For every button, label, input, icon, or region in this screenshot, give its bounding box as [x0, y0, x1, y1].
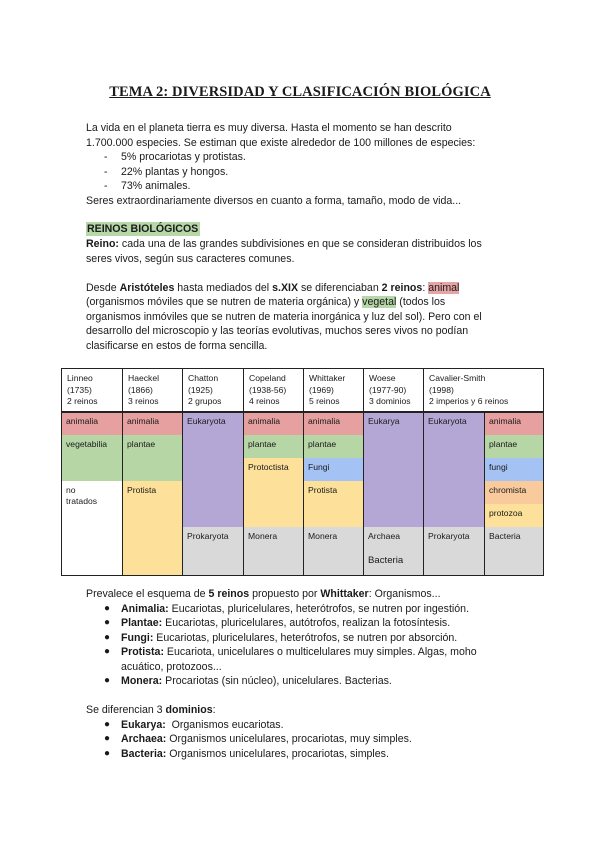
cell-cavalier-plantae: plantae — [484, 435, 544, 458]
history-line-3: organismos inmóviles que se nutren de materia inorgánica y luz del sol). Pero con el — [86, 310, 482, 323]
header-year: (1998) — [429, 384, 454, 395]
table-border — [303, 368, 304, 576]
reino-definition-line-1 — [86, 237, 514, 252]
kingdom-label: Fungi: — [121, 631, 154, 644]
dominios-term: dominios — [165, 704, 213, 716]
table-border — [182, 368, 183, 576]
bullet-dot-icon: ● — [104, 631, 111, 643]
domain-label: Eukarya: — [121, 718, 166, 731]
history-text: : — [422, 281, 429, 294]
header-chatton — [182, 368, 244, 412]
five-reinos-term: 5 reinos — [208, 588, 250, 600]
header-linneo — [61, 368, 123, 412]
intro-bullet-3: 73% animales. — [121, 180, 191, 192]
cell-copeland-monera: Monera — [243, 527, 303, 576]
cell-cavalier-bacteria: Bacteria — [484, 527, 544, 576]
domain-description: Organismos eucariotas. — [165, 718, 284, 731]
header-count: 2 grupos — [188, 396, 222, 406]
kingdom-description: Eucariotas, pluricelulares, heterótrofos, se nutren por absorción. — [153, 631, 458, 644]
whittaker-intro-text: Prevalece el esquema de — [86, 588, 209, 600]
domain-archaea — [121, 732, 514, 747]
cell-woese-archaea: Archaea — [363, 527, 423, 550]
kingdom-protista-line-2: acuático, protozoos... — [121, 660, 222, 673]
header-copeland — [243, 368, 304, 412]
history-line-2 — [86, 295, 514, 310]
domain-label: Bacteria: — [121, 747, 167, 760]
kingdom-description: Procariotas (sin núcleo), unicelulares. Bacterias. — [162, 675, 392, 687]
header-year: (1925) — [188, 384, 213, 395]
reino-definition-line-2: seres vivos, según sus caracteres comunes. — [86, 252, 295, 265]
kingdom-monera — [121, 674, 514, 689]
dash-bullet: - — [104, 180, 108, 192]
domain-description: Organismos unicelulares, procariotas, muy simples. — [166, 733, 412, 745]
bullet-dot-icon: ● — [104, 718, 111, 730]
cell-cavalier-protozoa: protozoa — [484, 504, 544, 527]
cell-linneo-no-tratados — [61, 481, 122, 576]
table-border — [122, 368, 123, 576]
kingdom-animalia — [121, 602, 514, 617]
kingdom-fungi — [121, 631, 514, 646]
kingdom-label: Monera: — [121, 675, 163, 687]
header-year: (1969) — [309, 384, 334, 395]
cell-cavalier-animalia: animalia — [484, 412, 544, 435]
classification-table — [61, 368, 544, 576]
cell-chatton-eukaryota: Eukaryota — [182, 412, 243, 527]
table-border — [423, 368, 424, 576]
header-count: 2 reinos — [67, 396, 98, 406]
cell-linneo-animalia: animalia — [61, 412, 122, 435]
cell-haeckel-animalia: animalia — [122, 412, 182, 435]
history-text: (organismos móviles que se nutren de materia orgánica) y — [86, 296, 363, 308]
header-cavalier-smith — [423, 368, 544, 412]
history-text: se diferenciaban — [298, 281, 382, 294]
history-text: (todos los — [396, 296, 446, 308]
kingdom-description: Eucariota, unicelulares o multicelulares muy simples. Algas, moho — [163, 646, 477, 658]
whittaker-intro — [86, 587, 514, 602]
header-name: Cavalier-Smith — [429, 373, 486, 383]
page-title: TEMA 2: DIVERSIDAD Y CLASIFICACIÓN BIOLÓGICA — [109, 84, 491, 100]
bullet-dot-icon: ● — [104, 733, 111, 744]
two-reinos-term: 2 reinos — [381, 281, 423, 294]
cell-cavalier-chromista: chromista — [484, 481, 544, 504]
cell-cavalier-fungi: fungi — [484, 458, 544, 481]
history-line-5: clasificarse en estos de forma sencilla. — [86, 339, 268, 352]
intro-closing: Seres extraordinariamente diversos en cuanto a forma, tamaño, modo de vida... — [86, 194, 462, 207]
kingdom-description: Eucariotas, pluricelulares, autótrofos, realizan la fotosíntesis. — [162, 617, 451, 629]
bullet-dot-icon: ● — [104, 646, 111, 657]
dominios-intro-text: : — [212, 704, 216, 716]
cell-whittaker-fungi: Fungi — [303, 458, 363, 481]
kingdom-label: Protista: — [121, 646, 164, 658]
domain-description: Organismos unicelulares, procariotas, simples. — [166, 747, 389, 760]
header-whittaker — [303, 368, 364, 412]
cell-haeckel-protista: Protista — [122, 481, 182, 576]
header-name: Whittaker — [309, 373, 346, 383]
history-line-4: desarrollo del microscopio y las teorías evolutivas, muchos seres vivos no podían — [86, 325, 469, 337]
intro-line-1: La vida en el planeta tierra es muy diversa. Hasta el momento se han descrito — [86, 122, 452, 134]
cell-woese-eukarya: Eukarya — [363, 412, 423, 527]
kingdom-label: Animalia: — [121, 602, 169, 615]
table-border — [363, 368, 364, 576]
reino-label: Reino: — [86, 238, 119, 250]
header-name: Woese — [369, 373, 396, 383]
dash-bullet: - — [104, 151, 108, 163]
kingdom-description: Eucariotas, pluricelulares, heterótrofos, se nutren por ingestión. — [168, 602, 470, 615]
cell-copeland-animalia: animalia — [243, 412, 303, 435]
cell-whittaker-monera: Monera — [303, 527, 363, 576]
header-year: (1866) — [128, 384, 153, 395]
whittaker-intro-text: propuesto por — [249, 588, 321, 600]
header-name: Linneo — [67, 373, 93, 383]
section-heading-reinos: REINOS BIOLÓGICOS — [87, 223, 199, 235]
header-year: (1938-56) — [249, 384, 287, 395]
dominios-intro-text: Se diferencian 3 — [86, 704, 166, 716]
history-line-1 — [86, 281, 514, 296]
dominios-intro — [86, 703, 514, 718]
header-haeckel — [122, 368, 183, 412]
table-border — [61, 368, 62, 576]
cell-whittaker-animalia: animalia — [303, 412, 363, 435]
untreated-line-2: tratados — [66, 496, 98, 506]
cell-chatton-prokaryota: Prokaryota — [182, 527, 243, 576]
dash-bullet: - — [104, 165, 108, 178]
kingdom-label: Plantae: — [121, 617, 163, 629]
header-count: 3 dominios — [369, 396, 411, 406]
cell-cavalier-prokaryota: Prokaryota — [423, 527, 484, 576]
domain-label: Archaea: — [121, 733, 167, 745]
header-count: 3 reinos — [128, 396, 159, 406]
cell-copeland-plantae: plantae — [243, 435, 303, 458]
whittaker-intro-text: : Organismos... — [368, 588, 441, 600]
kingdom-protista — [121, 645, 514, 660]
table-border — [243, 368, 244, 576]
domain-bacteria — [121, 747, 514, 762]
untreated-line-1: no — [66, 485, 76, 495]
bullet-dot-icon: ● — [104, 602, 111, 614]
reino-definition-text: cada una de las grandes subdivisiones en que se consideran distribuidos los — [118, 238, 482, 250]
aristoteles-term: Aristóteles — [119, 281, 175, 294]
domain-eukarya — [121, 718, 514, 733]
intro-line-2: 1.700.000 especies. Se estiman que existe alrededor de 100 millones de especies: — [86, 136, 476, 149]
bullet-dot-icon: ● — [104, 617, 111, 628]
header-year: (1735) — [67, 384, 92, 395]
header-count: 5 reinos — [309, 396, 340, 406]
header-woese — [363, 368, 424, 412]
animal-highlight: animal — [428, 281, 460, 294]
kingdom-plantae — [121, 616, 514, 631]
table-border — [484, 412, 485, 576]
cell-cavalier-eukaryota: Eukaryota — [423, 412, 484, 527]
table-border — [543, 368, 544, 576]
intro-bullet-1: 5% procariotas y protistas. — [121, 151, 246, 163]
header-name: Chatton — [188, 373, 219, 383]
bullet-dot-icon: ● — [104, 747, 111, 759]
history-text: Desde — [86, 281, 120, 294]
header-name: Copeland — [249, 373, 286, 383]
bullet-dot-icon: ● — [104, 675, 111, 686]
header-name: Haeckel — [128, 373, 160, 383]
header-count: 2 imperios y 6 reinos — [429, 396, 509, 406]
cell-copeland-protoctista: Protoctista — [243, 458, 303, 527]
intro-bullet-2: 22% plantas y hongos. — [121, 165, 229, 178]
cell-woese-bacteria: Bacteria — [363, 550, 423, 576]
whittaker-term: Whittaker — [320, 588, 369, 600]
vegetal-highlight: vegetal — [362, 296, 397, 308]
cell-whittaker-plantae: plantae — [303, 435, 363, 458]
cell-haeckel-plantae: plantae — [122, 435, 182, 481]
cell-whittaker-protista: Protista — [303, 481, 363, 527]
header-count: 4 reinos — [249, 396, 280, 406]
sxix-term: s.XIX — [272, 281, 299, 294]
header-year: (1977-90) — [369, 384, 407, 395]
cell-linneo-vegetabilia: vegetabilia — [61, 435, 122, 481]
history-text: hasta mediados del — [174, 281, 273, 294]
